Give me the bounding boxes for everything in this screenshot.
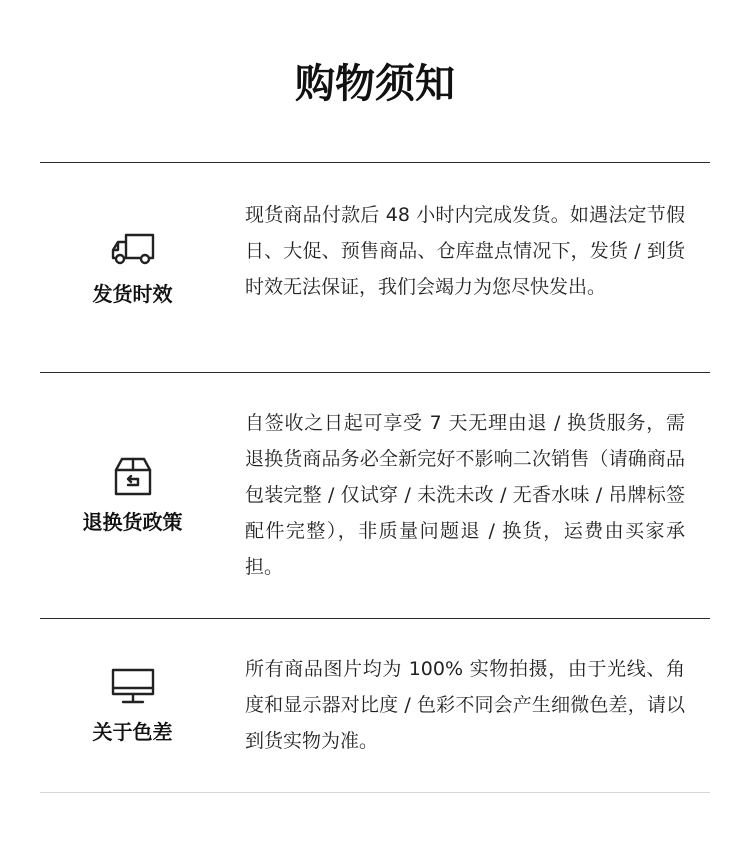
page-title: 购物须知 xyxy=(295,61,455,107)
section-text: 现货商品付款后 48 小时内完成发货。如遇法定节假日、大促、预售商品、仓库盘点情况下，发货 / 到货时效无法保证，我们会竭力为您尽快发出。 xyxy=(245,204,685,298)
section-returns-header xyxy=(40,373,225,618)
return-box-icon xyxy=(110,456,156,496)
section-label: 发货时效 xyxy=(92,282,173,306)
monitor-icon xyxy=(110,666,156,706)
section-text: 自签收之日起可享受 7 天无理由退 / 换货服务，需退换货商品务必全新完好不影响二次销售（请确商品包装完整 / 仅试穿 / 未洗未改 / 无香水味 / 吊牌标签配件完整），非质量问题退 / 换货，运费由买家承担。 xyxy=(245,412,685,578)
section-returns xyxy=(40,373,710,618)
section-label: 关于色差 xyxy=(92,720,173,744)
section-label: 退换货政策 xyxy=(82,510,183,534)
section-color-header xyxy=(40,619,225,792)
section-shipping-header xyxy=(40,163,225,372)
divider-bottom xyxy=(40,792,710,793)
section-text: 所有商品图片均为 100% 实物拍摄，由于光线、角度和显示器对比度 / 色彩不同会产生细微色差，请以到货实物为准。 xyxy=(245,658,685,752)
section-shipping xyxy=(40,163,710,372)
section-color-difference xyxy=(40,619,710,792)
delivery-truck-icon xyxy=(110,228,156,268)
